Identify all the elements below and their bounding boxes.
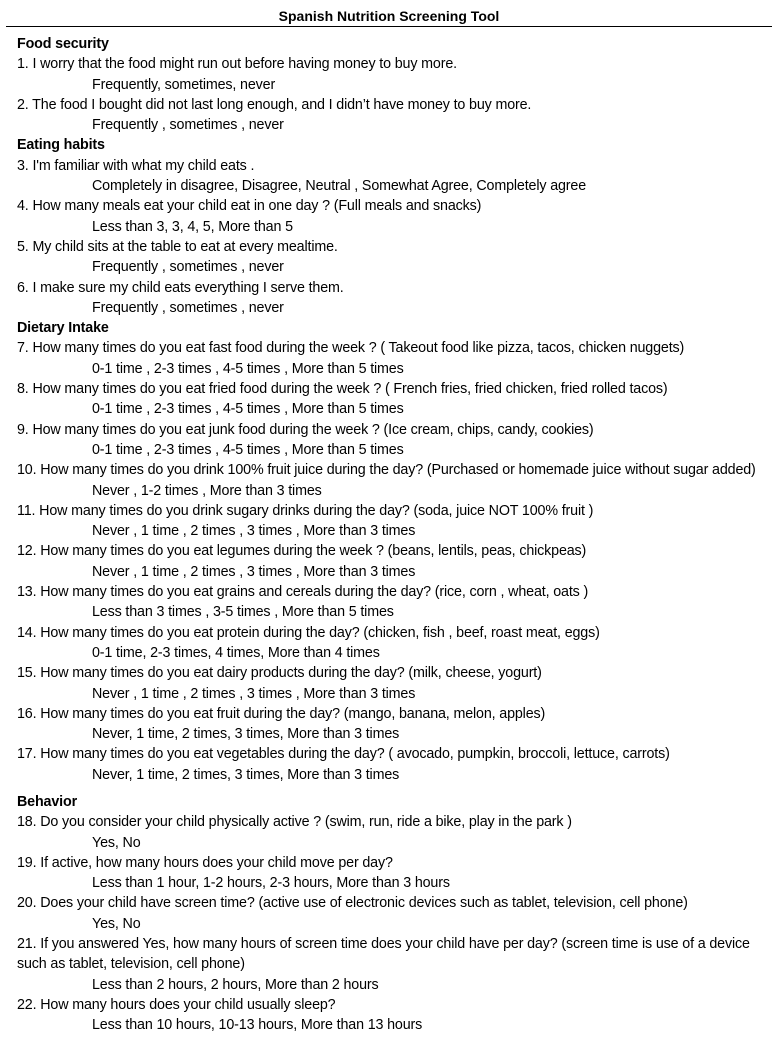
question-text: 22. How many hours does your child usually sleep?: [17, 996, 336, 1013]
answer-options: Never , 1 time , 2 times , 3 times , More than 3 times: [92, 563, 416, 580]
answer-options: 0-1 time , 2-3 times , 4-5 times , More than 5 times: [92, 360, 404, 377]
question-text: 19. If active, how many hours does your child move per day?: [17, 854, 393, 871]
question-text: 16. How many times do you eat fruit during the day? (mango, banana, melon, apples): [17, 705, 546, 722]
question-text: 21. If you answered Yes, how many hours of screen time does your child have per day? (screen time is use of a device such as tablet, television, cell phone): [17, 936, 750, 973]
answer-options: Frequently, sometimes, never: [92, 76, 276, 93]
question-text: 7. How many times do you eat fast food during the week ? ( Takeout food like pizza, tacos, chicken nuggets): [17, 340, 685, 357]
answer-options: Less than 3, 3, 4, 5, More than 5: [92, 218, 293, 235]
question-text: 15. How many times do you eat dairy products during the day? (milk, cheese, yogurt): [17, 665, 542, 682]
answer-options: Never , 1-2 times , More than 3 times: [92, 482, 322, 499]
question-text: 14. How many times do you eat protein during the day? (chicken, fish , beef, roast meat, eggs): [17, 624, 600, 641]
answer-options: Never, 1 time, 2 times, 3 times, More than 3 times: [92, 766, 400, 783]
question-text: 3. I'm familiar with what my child eats .: [17, 157, 255, 174]
section-heading: Eating habits: [17, 137, 105, 154]
answer-options: Less than 3 times , 3-5 times , More than 5 times: [92, 604, 394, 621]
question-text: 18. Do you consider your child physically active ? (swim, run, ride a bike, play in the park ): [17, 814, 572, 831]
question-text: 8. How many times do you eat fried food during the week ? ( French fries, fried chicken, fried rolled tacos): [17, 381, 668, 398]
document-title: Spanish Nutrition Screening Tool: [6, 0, 772, 27]
question-text: 6. I make sure my child eats everything I serve them.: [17, 279, 344, 296]
question-text: 9. How many times do you eat junk food during the week ? (Ice cream, chips, candy, cookies): [17, 421, 594, 438]
question-text: 5. My child sits at the table to eat at every mealtime.: [17, 238, 338, 255]
questionnaire-body: [0, 27, 778, 1036]
question-text: 4. How many meals eat your child eat in one day ? (Full meals and snacks): [17, 198, 482, 215]
question-text: 12. How many times do you eat legumes during the week ? (beans, lentils, peas, chickpeas): [17, 543, 587, 560]
section-heading: Behavior: [17, 793, 77, 810]
answer-options: Never , 1 time , 2 times , 3 times , More than 3 times: [92, 523, 416, 540]
question-text: 13. How many times do you eat grains and cereals during the day? (rice, corn , wheat, oats ): [17, 584, 589, 601]
question-text: 1. I worry that the food might run out before having money to buy more.: [17, 56, 457, 73]
question-text: 2. The food I bought did not last long enough, and I didn’t have money to buy more.: [17, 96, 532, 113]
answer-options: 0-1 time , 2-3 times , 4-5 times , More than 5 times: [92, 401, 404, 418]
answer-options: Completely in disagree, Disagree, Neutral , Somewhat Agree, Completely agree: [92, 178, 587, 195]
answer-options: Yes, No: [92, 915, 141, 932]
question-text: 11. How many times do you drink sugary drinks during the day? (soda, juice NOT 100% fruit ): [17, 502, 594, 519]
answer-options: Frequently , sometimes , never: [92, 259, 284, 276]
answer-options: 0-1 time, 2-3 times, 4 times, More than 4 times: [92, 644, 380, 661]
answer-options: 0-1 time , 2-3 times , 4-5 times , More than 5 times: [92, 441, 404, 458]
section-heading: Dietary Intake: [17, 320, 109, 337]
answer-options: Never, 1 time, 2 times, 3 times, More than 3 times: [92, 726, 400, 743]
answer-options: Never , 1 time , 2 times , 3 times , More than 3 times: [92, 685, 416, 702]
section-heading: Food security: [17, 36, 109, 52]
answer-options: Frequently , sometimes , never: [92, 299, 284, 316]
answer-options: Yes, No: [92, 834, 141, 851]
answer-options: Less than 1 hour, 1-2 hours, 2-3 hours, More than 3 hours: [92, 875, 450, 892]
answer-options: Less than 2 hours, 2 hours, More than 2 hours: [92, 976, 379, 993]
question-text: 20. Does your child have screen time? (active use of electronic devices such as tablet, television, cell phone): [17, 895, 688, 912]
answer-options: Less than 10 hours, 10-13 hours, More than 13 hours: [92, 1017, 423, 1034]
answer-options: Frequently , sometimes , never: [92, 117, 284, 134]
question-text: 17. How many times do you eat vegetables during the day? ( avocado, pumpkin, broccoli, lettuce, carrots): [17, 746, 670, 763]
question-text: 10. How many times do you drink 100% fruit juice during the day? (Purchased or homemade juice without sugar added): [17, 462, 756, 479]
